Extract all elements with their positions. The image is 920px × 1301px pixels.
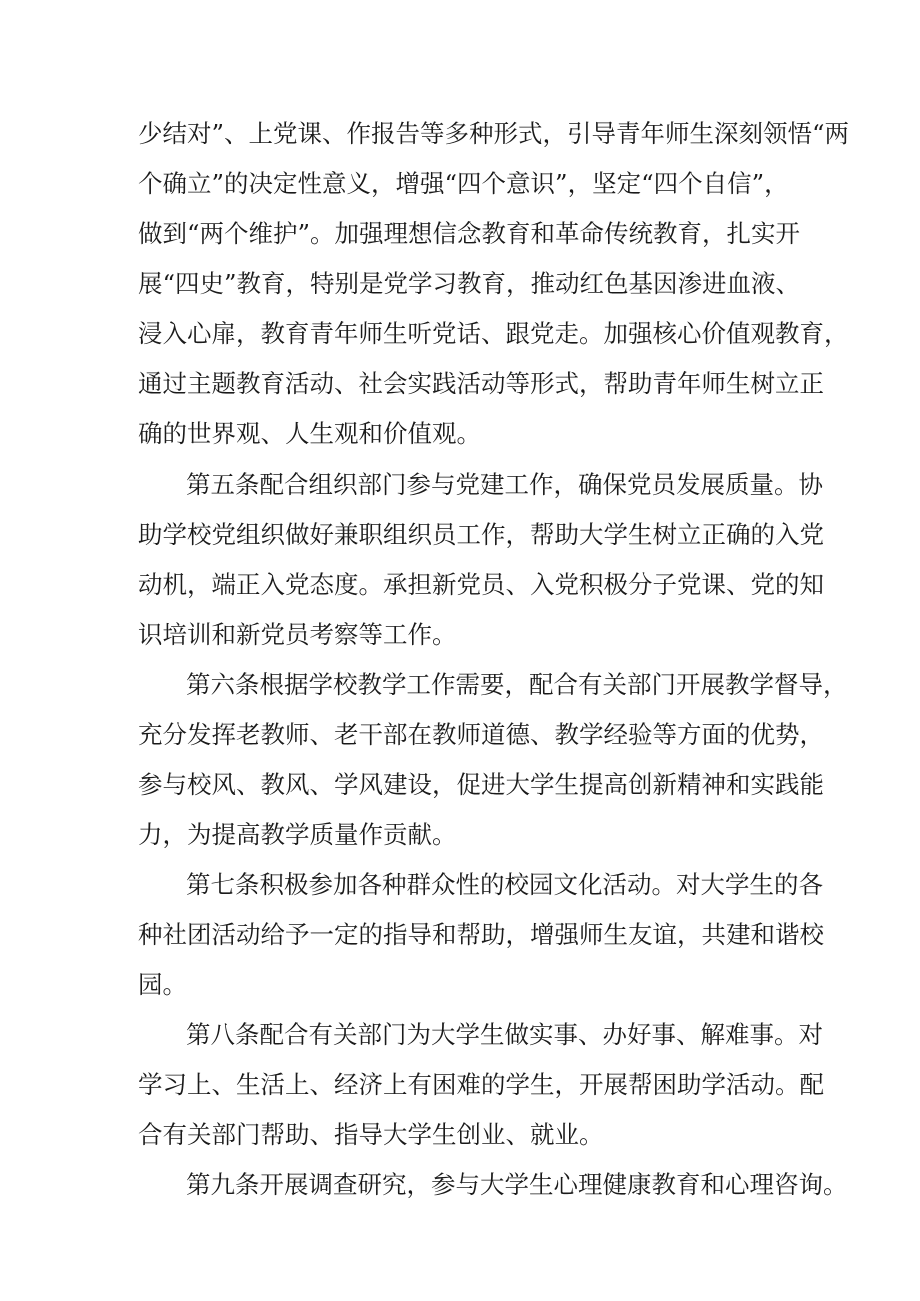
text-line: 识培训和新党员考察等工作。	[138, 620, 457, 649]
text-line: 做到“两个维护”。加强理想信念教育和革命传统教育，扎实开	[138, 219, 801, 248]
text-line: 确的世界观、人生观和价值观。	[138, 419, 481, 448]
text-line: 助学校党组织做好兼职组织员工作，帮助大学生树立正确的入党	[138, 520, 824, 549]
article-6-heading-line: 第六条根据学校教学工作需要，配合有关部门开展教学督导，	[186, 670, 848, 699]
text-line: 参与校风、教风、学风建设，促进大学生提高创新精神和实践能	[138, 770, 824, 799]
text-line: 合有关部门帮助、指导大学生创业、就业。	[138, 1120, 604, 1149]
article-9-heading-line: 第九条开展调查研究，参与大学生心理健康教育和心理咨询。	[186, 1170, 848, 1199]
text-line: 学习上、生活上、经济上有困难的学生，开展帮困助学活动。配	[138, 1070, 824, 1099]
article-8-heading-line: 第八条配合有关部门为大学生做实事、办好事、解难事。对	[186, 1020, 823, 1049]
text-line: 种社团活动给予一定的指导和帮助，增强师生友谊，共建和谐校	[138, 920, 824, 949]
article-5-heading-line: 第五条配合组织部门参与党建工作，确保党员发展质量。协	[186, 470, 823, 499]
text-line: 力，为提高教学质量作贡献。	[138, 820, 457, 849]
text-line: 个确立”的决定性意义，增强“四个意识”，坚定“四个自信”，	[138, 169, 789, 198]
text-line: 少结对”、上党课、作报告等多种形式，引导青年师生深刻领悟“两	[138, 119, 850, 148]
text-line: 浸入心扉，教育青年师生听党话、跟党走。加强核心价值观教育，	[138, 319, 849, 348]
text-line: 展“四史”教育，特别是党学习教育，推动红色基因渗进血液、	[138, 269, 801, 298]
text-line: 通过主题教育活动、社会实践活动等形式，帮助青年师生树立正	[138, 369, 824, 398]
text-line: 动机，端正入党态度。承担新党员、入党积极分子党课、党的知	[138, 570, 824, 599]
text-line: 园。	[138, 970, 187, 999]
article-7-heading-line: 第七条积极参加各种群众性的校园文化活动。对大学生的各	[186, 870, 823, 899]
text-line: 充分发挥老教师、老干部在教师道德、教学经验等方面的优势，	[138, 720, 824, 749]
